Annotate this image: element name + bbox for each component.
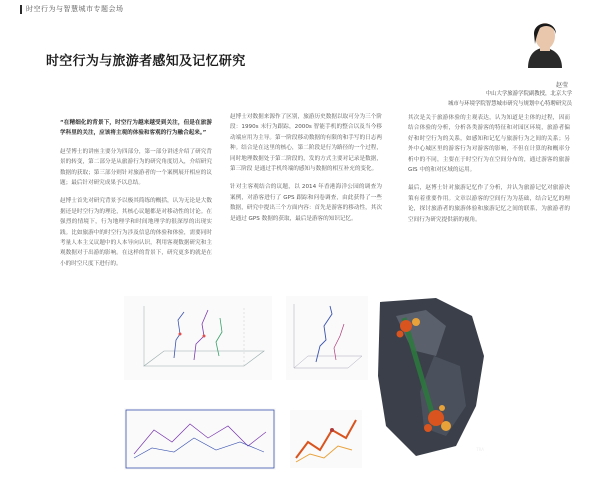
map-label: TRA [476,447,484,452]
column-3 [408,113,570,233]
trajectory-frame-graphic [124,408,276,470]
paragraph: 赵博士对数据来源作了区别，旅游历史数据以取可分为三个阶段：1990s 末行为跟踪，2000s 智能手机的整合以及当今移动端应用为主导。第一阶段移动数据的有限的和手写的日志两种。结合是在这里的核心，第二阶段是行为路径的一个过程，同时地理数据处于第二阶段的，发的方式主要对记录是数据，第三阶段 是通过手机终端的感知与数据的相互补充的变化。 [230,114,382,173]
gps-hotspot-map [376,296,488,460]
paragraph: 最后，赵博士针对旅游记忆作了分析，并认为旅游记忆对旅游决策有着重要作用。文章以游客的空间行为为基础，结合记忆的理论，探讨旅游者的旅游体验和旅游记忆之间的联系，为旅游者的空间行为研究提供新的视角。 [408,185,570,223]
section-header [20,4,124,14]
paragraph: 其次是关于旅游体验的主观表达，认为知道是主体的过程，因而结合体验的分析，分析各类游客的特征和对园区环境，旅游者偏好和时空行为的关系，如感知和记忆与旅游行为之间的关系；另外中心城区里的游客行为对游客的影响，不但在计算的和概率分析中的不同，主要在于时空行为在空间分布的，通过游客的旅游 GIS 中的和对区域的运用。 [408,115,570,174]
figure-trajectory-frame [124,408,276,470]
paragraph: 赵博士首先对研究背景予以极其简练的概括，认为无论是大数据还是时空行为的理论，其核心议题都是对移动性的讨论。在强烈的情境下，行为地理学和时间地理学的很深厚的出现实践。比如旅游中的时空行为涉及信息的体验和体验，需要同时考量人本主义议题中的人本导向认识，利用客观数据研究和主观数据对于出游的影响。在这样的背景下，研究更多的就是在小的时空尺度下进行的。 [60,198,212,267]
header-marker [20,5,22,14]
column-2 [230,112,382,232]
space-time-cube-graphic [124,296,272,380]
author-affiliation-2: 城市与环境学院智慧城市研究与规划中心特聘研究员 [448,101,572,107]
author-name: 赵莹 [556,82,569,89]
paragraph: 赵莹博士的讲座主要分为四部分，第一部分讲述介绍了研究背景的转变，第二部分是从旅游行为的研究角度切入，介绍研究数据的获取；第三部分则针对旅游者的一个案例展开相应的议题；最后针对研究成果予以总结。 [60,148,212,187]
author-affiliation-1: 中山大学旅游学院副教授，北京大学 [485,91,572,97]
figure-park-gps-map [376,296,488,460]
article-title: 时空行为与旅游者感知及记忆研究 [46,54,246,69]
lead-quote: “在精细化的背景下，时空行为越来越受到关注，但是在旅游学科里的关注，应该将主观的体验和客观的行为融合起来。” [60,120,212,137]
column-1 [60,118,212,277]
author-photo [514,14,572,68]
figure-3d-trajectory-detail [286,296,368,380]
section-header-label: 时空行为与智慧城市专题会场 [26,5,124,13]
trajectory-detail-graphic [286,296,368,380]
author-portrait-image [514,14,572,68]
paragraph: 针对主客观结合的议题，以 2014 年香港海洋公园的调查为案例，对游客进行了 GPS 跟踪和问卷调查，由此获得了一些数据，研究中提出三个方面内容：首先是游客的移动性，其次是通过 GPS 数据的获取，最后是游客的知识记忆。 [230,184,382,222]
figure-path-diagram [290,410,362,468]
figure-3d-trajectory-space-time [124,296,272,380]
path-diagram-graphic [290,410,362,468]
